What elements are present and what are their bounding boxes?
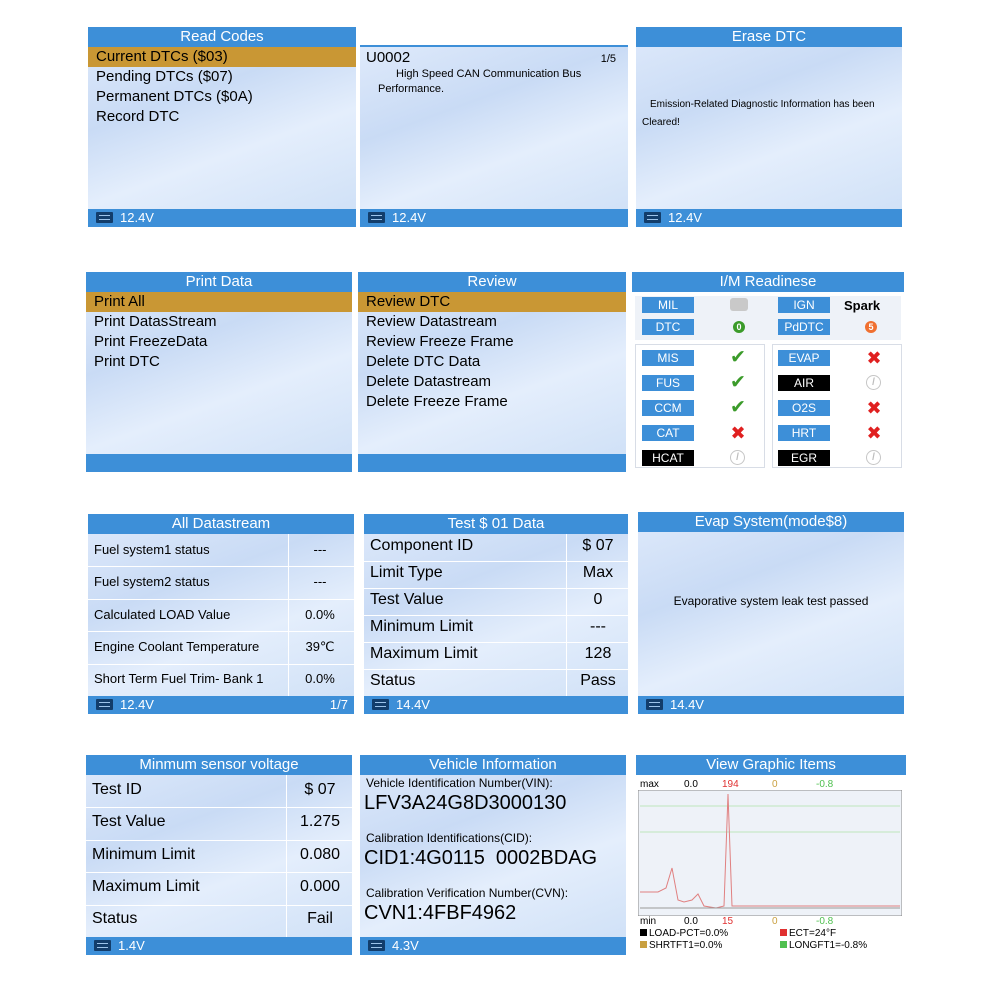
datastream-table <box>88 534 354 696</box>
row-value: 0.000 <box>299 877 341 895</box>
read-codes-title: Read Codes <box>88 27 356 47</box>
table-row <box>88 631 354 664</box>
table-row <box>88 599 354 632</box>
battery-icon <box>96 212 113 223</box>
max-value-longft: -0.8 <box>816 779 834 790</box>
min-value-ect: 15 <box>722 916 734 927</box>
monitor-cat-label: CAT <box>642 425 694 441</box>
table-row <box>364 561 628 589</box>
dtc-count: 0 <box>733 321 745 333</box>
legend-shrtft <box>640 940 722 951</box>
monitor-mis-label: MIS <box>642 350 694 366</box>
evap-title: Evap System(mode$8) <box>638 512 904 532</box>
status-bar <box>358 454 626 472</box>
min-sensor-table <box>86 775 352 937</box>
max-value-shrtft: 0 <box>772 779 778 790</box>
graph-plot <box>638 790 902 916</box>
not-available-icon: / <box>866 450 881 465</box>
monitor-o2s-label: O2S <box>778 400 830 416</box>
table-row <box>364 669 628 697</box>
check-icon: ✔ <box>730 397 746 418</box>
voltage-readout: 12.4V <box>668 210 702 225</box>
monitor-hcat-label: HCAT <box>642 450 694 466</box>
review-title: Review <box>358 272 626 292</box>
print-data-screen <box>86 272 352 472</box>
engine-off-icon <box>730 298 748 311</box>
battery-icon <box>644 212 661 223</box>
min-value-load: 0.0 <box>684 916 698 927</box>
test01-table <box>364 534 628 696</box>
row-value: 0.0% <box>305 606 335 622</box>
status-bar <box>88 696 354 714</box>
table-row <box>86 840 352 873</box>
ign-label: IGN <box>778 297 830 313</box>
row-label: Limit Type <box>370 564 443 582</box>
erase-dtc-title: Erase DTC <box>636 27 902 47</box>
vin-label: Vehicle Identification Number(VIN): <box>366 776 553 790</box>
row-value: $ 07 <box>304 780 336 798</box>
status-bar <box>364 696 628 714</box>
print-data-title: Print Data <box>86 272 352 292</box>
min-value-longft: -0.8 <box>816 916 834 927</box>
row-label: Fuel system1 status <box>94 541 210 557</box>
menu-print-freezedata[interactable]: Print FreezeData <box>94 333 208 350</box>
min-label: min <box>640 916 657 927</box>
row-label: Test Value <box>370 591 444 609</box>
im-readiness-screen <box>632 272 904 472</box>
graphic-title: View Graphic Items <box>636 755 906 775</box>
table-row <box>86 872 352 905</box>
status-bar <box>638 696 904 714</box>
page-indicator: 1/7 <box>329 697 348 712</box>
row-label: Maximum Limit <box>92 877 200 895</box>
row-value: 0.080 <box>299 845 341 863</box>
legend-load <box>640 928 728 939</box>
legend-longft-label: LONGFT1=-0.8% <box>789 940 868 951</box>
menu-delete-freeze-frame[interactable]: Delete Freeze Frame <box>366 393 508 410</box>
table-row <box>364 588 628 616</box>
max-value-ect: 194 <box>722 779 739 790</box>
row-value: Fail <box>307 910 333 928</box>
column-divider <box>288 534 289 696</box>
max-value-load: 0.0 <box>684 779 698 790</box>
monitor-evap-label: EVAP <box>778 350 830 366</box>
im-readiness-title: I/M Readinese <box>632 272 904 292</box>
status-bar <box>88 209 356 227</box>
cid-label: Calibration Identifications(CID): <box>366 831 533 845</box>
row-value: 128 <box>584 645 612 663</box>
evap-message: Evaporative system leak test passed <box>673 594 869 608</box>
min-value-shrtft: 0 <box>772 916 778 927</box>
monitor-fus-label: FUS <box>642 375 694 391</box>
voltage-readout: 14.4V <box>396 697 430 712</box>
row-value: Pass <box>580 672 616 690</box>
status-bar <box>636 209 902 227</box>
row-value: --- <box>313 574 327 590</box>
dtc-description-line2: Performance. <box>378 83 445 95</box>
row-label: Minimum Limit <box>92 845 196 863</box>
row-value: --- <box>590 618 606 636</box>
cross-icon: ✖ <box>866 348 882 368</box>
battery-icon <box>94 940 111 951</box>
monitor-hrt-label: HRT <box>778 425 830 441</box>
table-row <box>88 664 354 697</box>
cross-icon: ✖ <box>866 423 882 443</box>
status-bar <box>360 937 626 955</box>
menu-print-dtc[interactable]: Print DTC <box>94 353 160 370</box>
row-label: Calculated LOAD Value <box>94 606 231 622</box>
table-row <box>86 775 352 808</box>
min-sensor-title: Minmum sensor voltage <box>86 755 352 775</box>
table-row <box>86 807 352 840</box>
row-label: Test Value <box>92 813 166 831</box>
cvn-label: Calibration Verification Number(CVN): <box>366 886 569 900</box>
mil-label: MIL <box>642 297 694 313</box>
row-label: Status <box>92 910 138 928</box>
menu-review-freeze-frame[interactable]: Review Freeze Frame <box>366 333 514 350</box>
cross-icon: ✖ <box>866 398 882 418</box>
erase-message-line2: Cleared! <box>642 117 680 128</box>
graphic-screen <box>636 755 906 955</box>
monitor-air-label: AIR <box>778 375 830 391</box>
vehicle-info-title: Vehicle Information <box>360 755 626 775</box>
pddtc-label: PdDTC <box>778 319 830 335</box>
check-icon: ✔ <box>730 347 746 368</box>
legend-shrtft-label: SHRTFT1=0.0% <box>649 940 723 951</box>
dtc-label: DTC <box>642 319 694 335</box>
table-row <box>86 905 352 938</box>
menu-print-all[interactable]: Print All <box>86 292 352 312</box>
row-label: Engine Coolant Temperature <box>94 638 260 654</box>
vin-value: LFV3A24G8D3000130 <box>364 792 567 814</box>
legend-load-label: LOAD-PCT=0.0% <box>649 928 729 939</box>
menu-delete-dtc-data[interactable]: Delete DTC Data <box>366 353 481 370</box>
status-bar <box>86 937 352 955</box>
status-bar <box>360 209 628 227</box>
table-row <box>364 642 628 670</box>
test01-title: Test $ 01 Data <box>364 514 628 534</box>
row-label: Test ID <box>92 780 142 798</box>
legend-ect-label: ECT=24°F <box>789 928 837 939</box>
row-label: Component ID <box>370 537 474 555</box>
table-row <box>364 615 628 643</box>
column-divider <box>286 775 287 937</box>
row-value: 1.275 <box>299 813 341 831</box>
row-value: 0.0% <box>305 671 335 687</box>
not-available-icon: / <box>730 450 745 465</box>
battery-icon <box>372 699 389 710</box>
voltage-readout: 12.4V <box>392 210 426 225</box>
legend-longft <box>780 940 867 951</box>
battery-icon <box>96 699 113 710</box>
table-row <box>88 566 354 599</box>
cross-icon: ✖ <box>730 423 746 443</box>
row-value: 39℃ <box>305 638 335 654</box>
menu-record-dtc[interactable]: Record DTC <box>96 108 180 125</box>
table-row <box>88 534 354 567</box>
voltage-readout: 12.4V <box>120 210 154 225</box>
battery-icon <box>368 212 385 223</box>
menu-pending-dtcs[interactable]: Pending DTCs ($07) <box>96 68 233 85</box>
battery-icon <box>646 699 663 710</box>
dtc-code: U0002 <box>366 49 411 66</box>
row-label: Maximum Limit <box>370 645 478 663</box>
voltage-readout: 14.4V <box>670 697 704 712</box>
all-datastream-screen <box>88 514 354 714</box>
monitor-ccm-label: CCM <box>642 400 694 416</box>
menu-print-datastream[interactable]: Print DatasStream <box>94 313 217 330</box>
row-value: Max <box>582 564 614 582</box>
dtc-detail-screen <box>360 45 628 227</box>
status-bar <box>86 454 352 472</box>
row-value: --- <box>313 541 327 557</box>
cvn-value: CVN1:4FBF4962 <box>364 902 517 924</box>
menu-permanent-dtcs[interactable]: Permanent DTCs ($0A) <box>96 88 253 105</box>
legend-ect <box>780 928 836 939</box>
review-screen <box>358 272 626 472</box>
row-label: Fuel system2 status <box>94 574 210 590</box>
pddtc-count: 5 <box>865 321 877 333</box>
erase-dtc-screen <box>636 27 902 227</box>
menu-review-datastream[interactable]: Review Datastream <box>366 313 497 330</box>
min-sensor-screen <box>86 755 352 955</box>
monitor-egr-label: EGR <box>778 450 830 466</box>
cid-value: CID1:4G0115 0002BDAG <box>364 847 598 869</box>
menu-current-dtcs[interactable]: Current DTCs ($03) <box>88 47 356 67</box>
dtc-page: 1/5 <box>600 53 616 65</box>
table-row <box>364 534 628 562</box>
max-label: max <box>640 779 659 790</box>
not-available-icon: / <box>866 375 881 390</box>
menu-review-dtc[interactable]: Review DTC <box>358 292 626 312</box>
voltage-readout: 4.3V <box>392 938 419 953</box>
row-label: Short Term Fuel Trim- Bank 1 <box>94 671 264 687</box>
row-label: Status <box>370 672 416 690</box>
erase-message-line1: Emission-Related Diagnostic Information has been <box>650 99 875 110</box>
row-value: 0 <box>593 591 603 609</box>
menu-delete-datastream[interactable]: Delete Datastream <box>366 373 492 390</box>
check-icon: ✔ <box>730 372 746 393</box>
column-divider <box>566 534 567 696</box>
battery-icon <box>368 940 385 951</box>
evap-screen <box>638 512 904 714</box>
row-label: Minimum Limit <box>370 618 474 636</box>
test01-screen <box>364 514 628 714</box>
row-value: $ 07 <box>582 537 614 555</box>
dtc-description-line1: High Speed CAN Communication Bus <box>396 68 582 80</box>
voltage-readout: 12.4V <box>120 697 154 712</box>
vehicle-info-screen <box>360 755 626 955</box>
read-codes-screen <box>88 27 356 227</box>
all-datastream-title: All Datastream <box>88 514 354 534</box>
ign-value: Spark <box>844 298 881 313</box>
voltage-readout: 1.4V <box>118 938 145 953</box>
